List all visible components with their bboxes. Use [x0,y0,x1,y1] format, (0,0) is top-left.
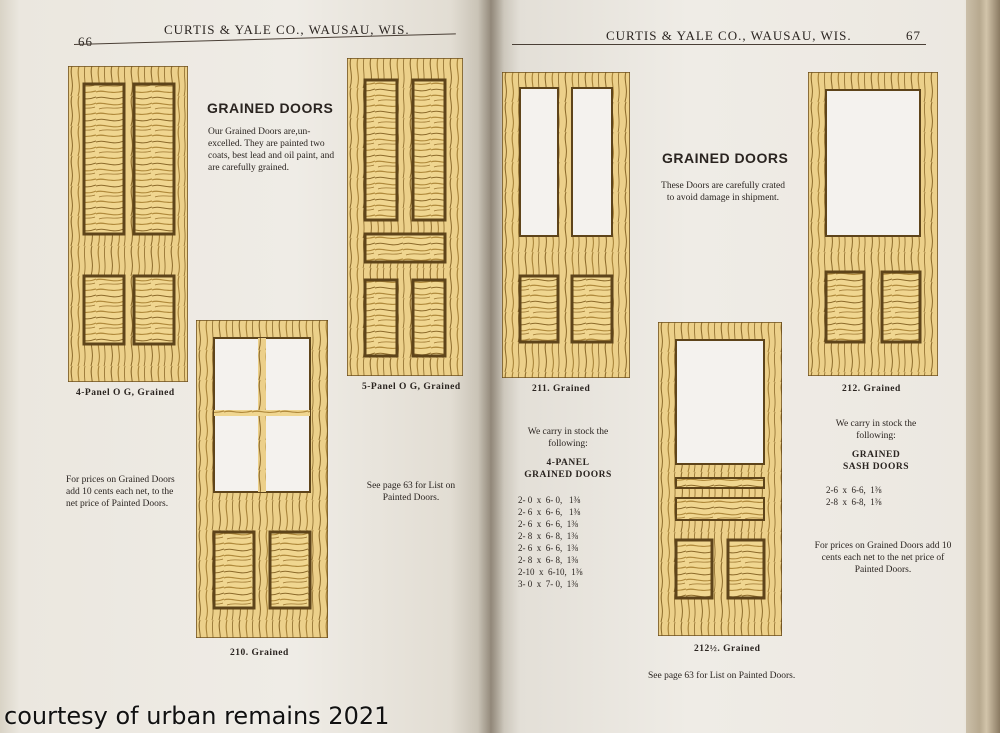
door-212-half-image [658,322,782,636]
crate-note: These Doors are carefully crated to avoid damage in shipment. [661,181,785,203]
stock-size-row: 2-6 x 6-6, 1⅜ [826,485,882,495]
page-number-left: 66 [78,34,93,49]
stock-size-row: 2-10 x 6-10, 1⅜ [518,567,583,577]
stock-heading2-right: SASH DOORS [843,462,909,472]
stock-heading1-left: 4-PANEL [546,458,590,468]
door-4-panel-og-image [68,66,188,382]
stock-size-row: 2- 6 x 6- 6, 1⅜ [518,543,578,553]
stock-sizes-left [518,494,583,590]
page-edges [966,0,1000,733]
see-note-left: See page 63 for List on Painted Doors. [366,481,456,503]
caption-4-panel: 4-Panel O G, Grained [76,388,175,398]
page-header-right: CURTIS & YALE CO., WAUSAU, WIS. [606,28,852,43]
stock-size-row: 2-8 x 6-8, 1⅜ [826,497,882,507]
door-212-image [808,72,938,376]
left-page [0,0,490,733]
stock-size-row: 2- 8 x 6- 8, 1⅜ [518,531,578,541]
price-note-right: For prices on Grained Doors add 10 cents each net to the net price of Painted Doors. [814,541,952,575]
stock-heading1-right: GRAINED [851,450,901,460]
stock-size-row: 2- 0 x 6- 0, 1⅜ [518,495,581,505]
caption-212: 212. Grained [842,384,901,394]
stock-intro-left: We carry in stock the following: [527,427,609,449]
caption-211: 211. Grained [532,384,591,394]
intro-text-left: Our Grained Doors are,un- excelled. They are painted two coats, best lead and oil paint, and are carefully grained. [208,127,335,173]
price-note-left: For prices on Grained Doors add 10 cents each net, to the net price of Painted Doors. [66,475,175,509]
stock-size-row: 2- 6 x 6- 6, 1⅜ [518,519,578,529]
title-grained-doors-right: GRAINED DOORS [662,150,789,166]
stock-size-row: 2- 6 x 6- 6, 1⅜ [518,507,581,517]
caption-212-half: 212½. Grained [694,644,761,654]
book-gutter [478,0,504,733]
caption-5-panel: 5-Panel O G, Grained [362,382,461,392]
right-page [490,0,988,733]
door-5-panel-og-image [347,58,463,376]
title-grained-doors-left: GRAINED DOORS [207,100,334,116]
header-rule-right [512,44,926,45]
see-note-right: See page 63 for List on Painted Doors. [648,671,796,681]
caption-210: 210. Grained [230,648,289,658]
stock-intro-right: We carry in stock the following: [835,419,917,441]
stock-heading2-left: GRAINED DOORS [524,470,612,480]
page-header-left: CURTIS & YALE CO., WAUSAU, WIS. [164,22,410,37]
stock-size-row: 3- 0 x 7- 0, 1⅜ [518,579,578,589]
stock-sizes-right [826,484,882,508]
door-211-image [502,72,630,378]
watermark-credit: courtesy of urban remains 2021 [4,702,390,730]
stock-size-row: 2- 8 x 6- 8, 1⅜ [518,555,578,565]
page-number-right: 67 [906,28,921,43]
door-210-image [196,320,328,638]
